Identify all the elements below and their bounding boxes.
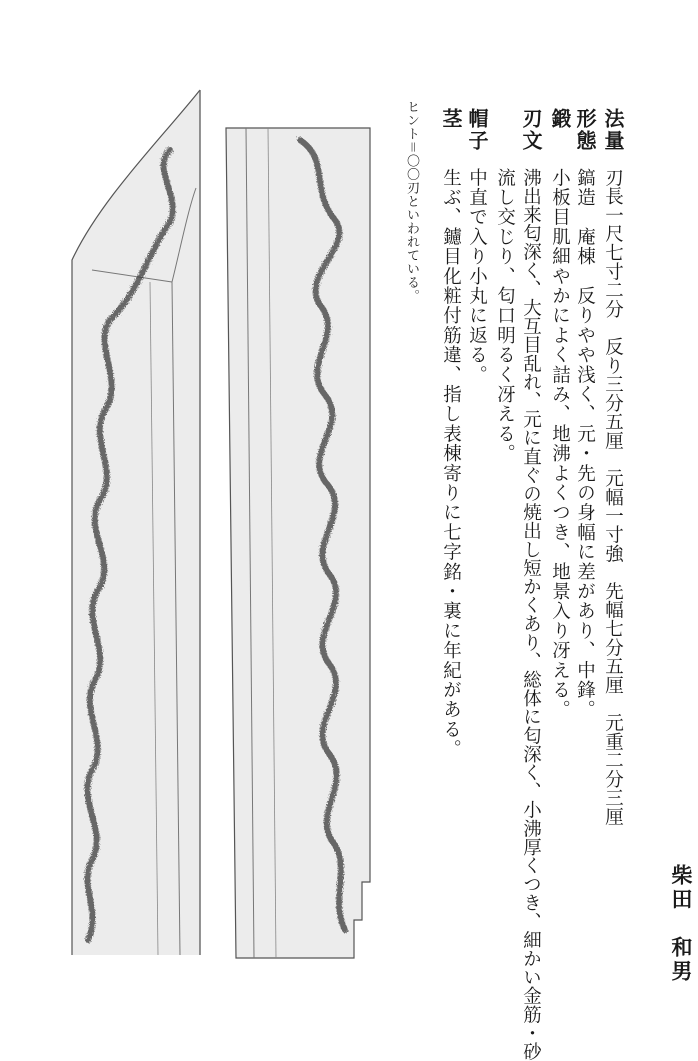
hint-text: ヒント＝〇〇刃といわれている。 xyxy=(404,100,419,303)
heading-hamon: 刃文 xyxy=(519,108,543,152)
text-hoshiryo: 刃長一尺七寸二分 反り三分五厘 元幅一寸強 先幅七分五厘 元重二分三厘 xyxy=(602,168,624,826)
text-keitai: 鎬造 庵棟 反りやや浅く、元・先の身幅に差があり、中鋒。 xyxy=(574,168,596,720)
blade-lower-section xyxy=(226,128,370,958)
author-name: 柴田 和男 xyxy=(669,864,693,984)
text-hamon: 沸出来匂深く、大互目乱れ、元に直ぐの焼出し短かくあり、総体に匂深く、小沸厚くつき、細かい金筋・砂 xyxy=(520,168,542,1061)
heading-boshi: 帽子 xyxy=(465,108,489,152)
text-boshi: 中直で入り小丸に返る。 xyxy=(466,168,488,385)
heading-kitae: 鍛 xyxy=(548,108,572,130)
text-kitae: 小板目肌細やかによく詰み、地沸よくつき、地景入り冴える。 xyxy=(549,168,571,720)
heading-keitai: 形態 xyxy=(573,108,597,152)
text-nakago: 生ぶ、鑢目化粧付筋違、指し表棟寄りに七字銘・裏に年紀がある。 xyxy=(440,168,462,759)
blade-upper-section xyxy=(72,90,200,955)
heading-nakago: 茎 xyxy=(439,108,463,130)
text-hamon-continued: 流し交じり、匂口明るく冴える。 xyxy=(494,168,516,464)
heading-hoshiryo: 法量 xyxy=(601,108,625,152)
